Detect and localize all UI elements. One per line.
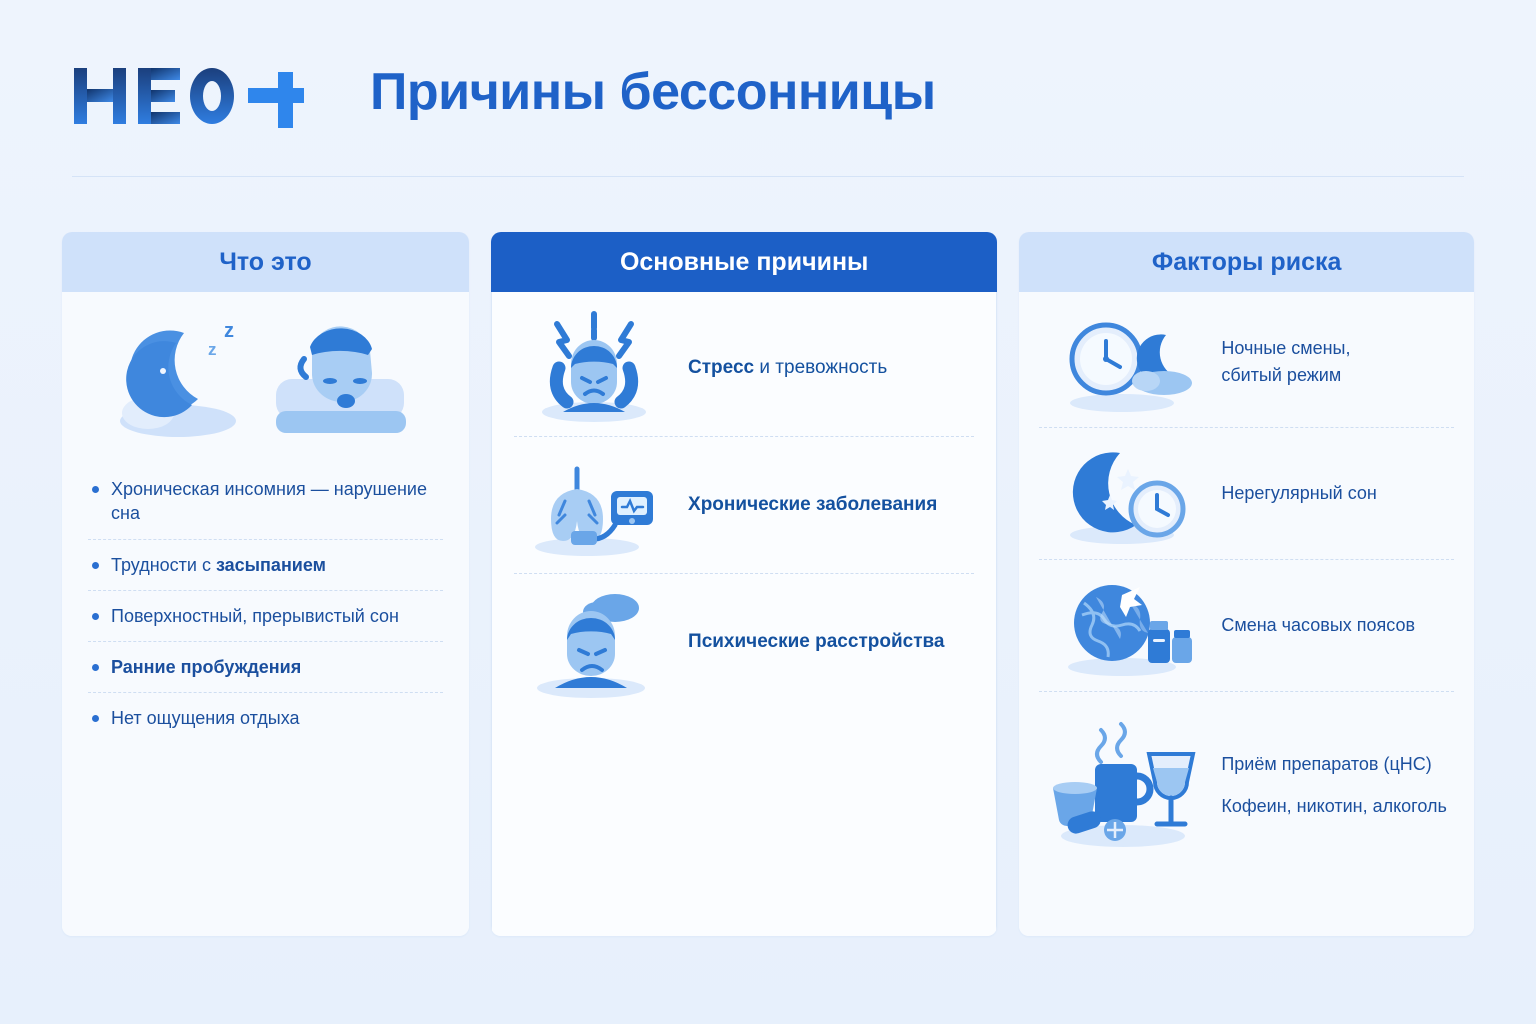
list-item (88, 540, 443, 591)
list-item (1039, 428, 1454, 560)
svg-text:z: z (223, 320, 234, 342)
list-item (1039, 560, 1454, 692)
list-item (88, 591, 443, 642)
moon-zzz-sleeping-person-icon (62, 292, 469, 464)
card-title-what-is-it: Что это (62, 232, 469, 292)
list-item (514, 300, 974, 437)
card-body-risk-factors (1019, 292, 1474, 936)
bullet-dot-icon (92, 486, 99, 493)
symptom-text: Нет ощущения отдыха (111, 708, 300, 729)
symptom-text: Поверхностный, прерывистый сон (111, 605, 399, 626)
cause-label: Психические расстройства (688, 630, 945, 652)
symptom-text: Трудности с засыпанием (111, 554, 326, 575)
bullet-dot-icon (92, 715, 99, 722)
header-divider (72, 176, 1464, 177)
symptom-text: Ранние пробуждения (111, 657, 302, 678)
lungs-blood-pressure-icon (514, 445, 674, 565)
bullet-dot-icon (92, 613, 99, 620)
card-body-main-causes (491, 292, 997, 936)
risk-text: Смена часовых поясов (1221, 615, 1416, 636)
risk-text: Приём препаратов (цНС) Кофеин, никотин, алкоголь (1221, 753, 1447, 816)
stress-headache-icon (514, 308, 674, 428)
header (0, 0, 1536, 178)
moon-stars-clock-icon (1039, 439, 1209, 549)
list-item (88, 464, 443, 540)
list-item (88, 642, 443, 693)
bullet-dot-icon (92, 664, 99, 671)
risk-text: Ночные смены, сбитый режим (1221, 338, 1351, 385)
card-main-causes (491, 232, 997, 936)
cause-list (492, 292, 996, 710)
page-title: Причины бессонницы (370, 63, 936, 121)
card-risk-factors (1019, 232, 1474, 936)
card-what-is-it (62, 232, 469, 936)
list-item (1039, 296, 1454, 428)
cause-label: Хронические заболевания (688, 493, 938, 515)
risk-text: Нерегулярный сон (1221, 483, 1377, 504)
sad-person-cloud-icon (514, 582, 674, 702)
svg-text:z: z (207, 340, 217, 359)
clock-moon-icon (1039, 307, 1209, 417)
symptom-text: Хроническая инсомния — нарушение сна (111, 479, 427, 524)
card-title-risk-factors: Факторы риска (1019, 232, 1474, 292)
card-body-what-is-it (62, 292, 469, 936)
list-item (1039, 692, 1454, 878)
neo-plus-logo (72, 62, 312, 132)
list-item (514, 437, 974, 574)
columns-container (62, 232, 1474, 936)
risk-list (1019, 292, 1474, 878)
cause-label: Стресс и тревожность (688, 356, 888, 378)
symptom-list (62, 464, 469, 744)
coffee-wine-pills-icon (1039, 710, 1209, 860)
list-item (514, 574, 974, 710)
card-title-main-causes: Основные причины (491, 232, 997, 292)
bullet-dot-icon (92, 562, 99, 569)
list-item (88, 693, 443, 743)
globe-pills-icon (1039, 571, 1209, 681)
